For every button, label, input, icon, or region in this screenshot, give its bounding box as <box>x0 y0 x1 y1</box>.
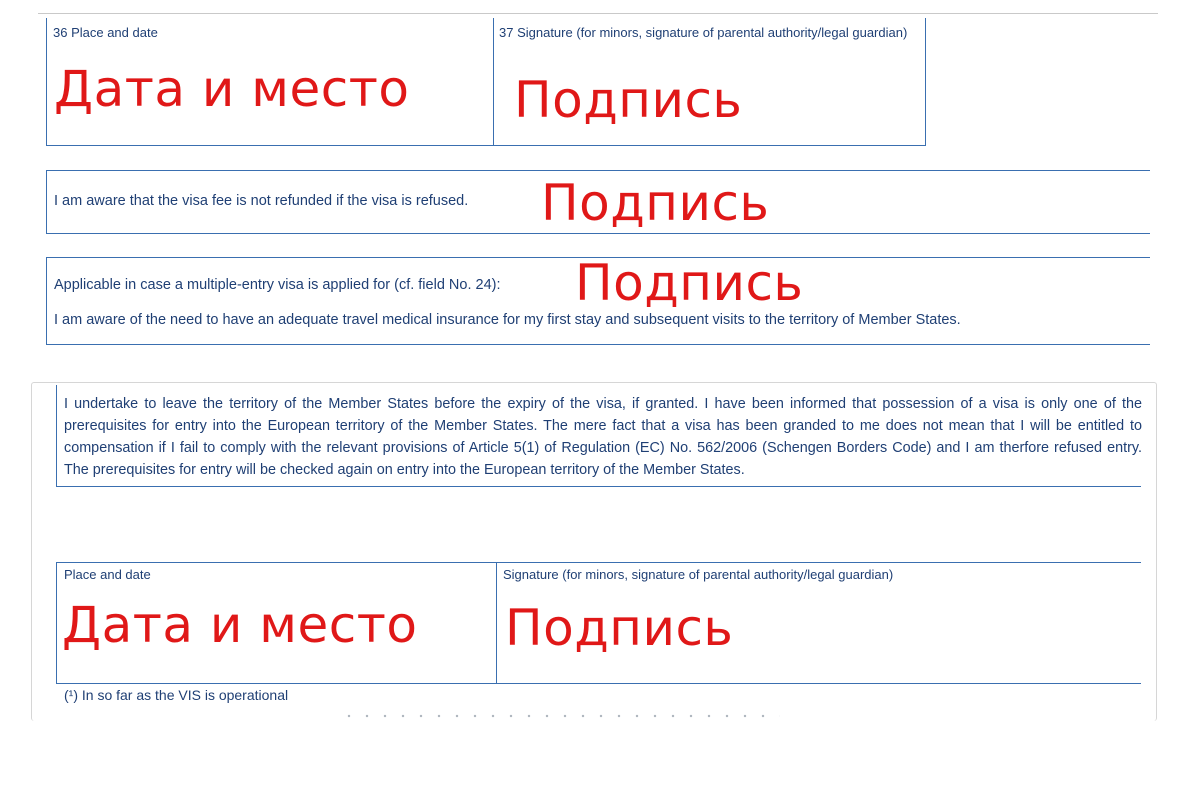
signature-label-37: 37 Signature (for minors, signature of parental authority/legal guardian) <box>499 25 908 40</box>
fee-notice-text: I am aware that the visa fee is not refunded if the visa is refused. <box>54 193 469 209</box>
undertaking-text: I undertake to leave the territory of the Member States before the expiry of the visa, if granted. I have been informed that possession of a visa is only one of the prerequisites for entry into the European territory of the Member States. The mere fact that a visa has been granded to me does not mean that I will be entitled to compensation if I fail to comply with the relevant provisions of Article 5(1) of Regulation (EC) No. 562/2006 (Schengen Borders Code) and I am therfore refused entry. The prerequisites for entry will be checked again on entry into the European territory of the Member States. <box>64 396 1142 478</box>
place-date-value-36: Дата и место <box>54 60 410 118</box>
footnote: (¹) In so far as the VIS is operational <box>64 687 289 703</box>
final-place-date-value: Дата и место <box>62 596 418 654</box>
fee-notice-signature[interactable]: Подпись <box>541 174 770 232</box>
final-place-date-label: Place and date <box>64 567 151 582</box>
insurance-notice-line2: I am aware of the need to have an adequate travel medical insurance for my first stay and subsequent visits to the territory of Member States. <box>54 312 961 328</box>
cutoff-text-line <box>340 714 780 718</box>
top-rule <box>38 13 1158 14</box>
place-date-label-36: 36 Place and date <box>53 25 158 40</box>
signature-value-37: Подпись <box>514 71 743 129</box>
insurance-notice-line1: Applicable in case a multiple-entry visa is applied for (cf. field No. 24): <box>54 277 501 293</box>
insurance-notice-signature[interactable]: Подпись <box>575 254 804 312</box>
final-signature-value: Подпись <box>505 599 734 657</box>
final-signature-label: Signature (for minors, signature of parental authority/legal guardian) <box>503 567 894 582</box>
